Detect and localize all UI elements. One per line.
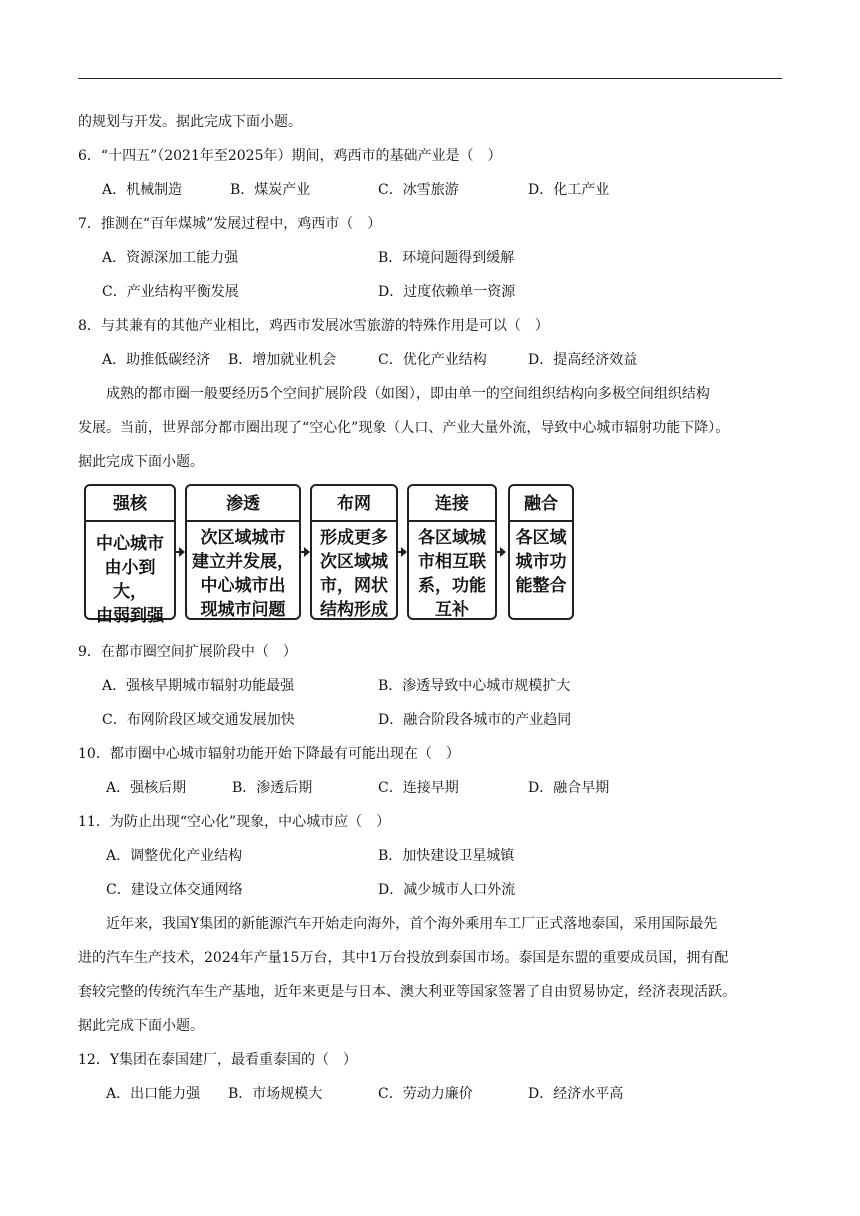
q9-option-a: A．强核早期城市辐射功能最强: [102, 678, 295, 694]
passage3-line1: 近年来，我国Y集团的新能源汽车开始走向海外，首个海外乘用车工厂正式落地泰国，采用国际最先: [106, 916, 718, 932]
passage2-line1: 成熟的都市圈一般要经历5个空间扩展阶段（如图），即由单一的空间组织结构向多极空间组织结构: [106, 386, 710, 402]
stage-description: 次区域城市 建立并发展， 中心城市出 现城市问题: [192, 528, 294, 620]
stage-box-3: [310, 484, 398, 620]
header-rule: [78, 78, 782, 79]
question-11-stem: 11．为防止出现“空心化”现象，中心城市应（ ）: [78, 814, 391, 830]
q6-option-d: D．化工产业: [528, 182, 610, 198]
stage-title: 布网: [337, 494, 371, 514]
stage-box-4: [407, 484, 497, 620]
question-9-stem: 9．在都市圈空间扩展阶段中（ ）: [78, 644, 297, 660]
q11-option-b: B．加快建设卫星城镇: [378, 848, 515, 864]
passage3-line3: 套较完整的传统汽车生产基地，近年来更是与日本、澳大利亚等国家签署了自由贸易协定，经济表现活跃。: [78, 984, 736, 1000]
q11-option-a: A．调整优化产业结构: [106, 848, 243, 864]
stage-divider: [409, 520, 495, 522]
q7-option-c: C．产业结构平衡发展: [102, 284, 239, 300]
stage-divider: [187, 520, 299, 522]
stage-title: 强核: [113, 494, 147, 514]
q11-option-d: D．减少城市人口外流: [378, 882, 516, 898]
question-7-stem: 7．推测在“百年煤城”发展过程中，鸡西市（ ）: [78, 216, 382, 232]
stage-divider: [312, 520, 396, 522]
q12-option-d: D．经济水平高: [528, 1086, 624, 1102]
q12-option-c: C．劳动力廉价: [378, 1086, 473, 1102]
passage2-line2: 发展。当前，世界部分都市圈出现了“空心化”现象（人口、产业大量外流，导致中心城市辐射功能下降）。: [78, 420, 730, 436]
metropolitan-stages-diagram: [82, 484, 576, 626]
q9-option-c: C．布网阶段区域交通发展加快: [102, 712, 295, 728]
q6-option-a: A．机械制造: [102, 182, 183, 198]
q8-option-c: C．优化产业结构: [378, 352, 487, 368]
q11-option-c: C．建设立体交通网络: [106, 882, 243, 898]
q9-option-b: B．渗透导致中心城市规模扩大: [378, 678, 571, 694]
q10-option-a: A．强核后期: [106, 780, 187, 796]
stage-title: 渗透: [226, 494, 260, 514]
q8-option-b: B．增加就业机会: [228, 352, 337, 368]
stage-description: 各区域 城市功 能整合: [515, 528, 567, 596]
passage3-line4: 据此完成下面小题。: [78, 1018, 204, 1034]
q6-option-b: B．煤炭产业: [230, 182, 311, 198]
question-10-stem: 10．都市圈中心城市辐射功能开始下降最有可能出现在（ ）: [78, 746, 460, 762]
q7-option-d: D．过度依赖单一资源: [378, 284, 516, 300]
stage-divider: [86, 520, 174, 522]
q7-option-b: B．环境问题得到缓解: [378, 250, 515, 266]
stage-title: 融合: [524, 494, 558, 514]
q10-option-c: C．连接早期: [378, 780, 459, 796]
passage2-line3: 据此完成下面小题。: [78, 454, 204, 470]
stage-box-2: [185, 484, 301, 620]
q8-option-d: D．提高经济效益: [528, 352, 638, 368]
stage-title: 连接: [435, 494, 469, 514]
stage-box-1: [84, 484, 176, 626]
stage-description: 各区域城 市相互联 系，功能 互补: [418, 528, 486, 620]
q10-option-d: D．融合早期: [528, 780, 610, 796]
q8-option-a: A．助推低碳经济: [102, 352, 211, 368]
q12-option-a: A．出口能力强: [106, 1086, 201, 1102]
question-8-stem: 8．与其兼有的其他产业相比，鸡西市发展冰雪旅游的特殊作用是可以（ ）: [78, 318, 549, 334]
q6-option-c: C．冰雪旅游: [378, 182, 459, 198]
passage3-line2: 进的汽车生产技术，2024年产量15万台，其中1万台投放到泰国市场。泰国是东盟的重要成员国，拥有配: [78, 950, 729, 966]
stage-description: 形成更多 次区域城 市，网状 结构形成: [320, 528, 388, 620]
q9-option-d: D．融合阶段各城市的产业趋同: [378, 712, 572, 728]
q10-option-b: B．渗透后期: [232, 780, 313, 796]
q7-option-a: A．资源深加工能力强: [102, 250, 239, 266]
stage-description: 中心城市 由小到大， 由弱到强: [96, 534, 164, 626]
arrow-right-icon: [500, 547, 506, 557]
q12-option-b: B．市场规模大: [228, 1086, 323, 1102]
stage-divider: [510, 520, 572, 522]
question-6-stem: 6．“十四五”（2021年至2025年）期间，鸡西市的基础产业是（ ）: [78, 148, 502, 164]
question-12-stem: 12．Y集团在泰国建厂，最看重泰国的（ ）: [78, 1052, 358, 1068]
intro-tail: 的规划与开发。据此完成下面小题。: [78, 114, 302, 130]
stage-box-5: [508, 484, 574, 620]
